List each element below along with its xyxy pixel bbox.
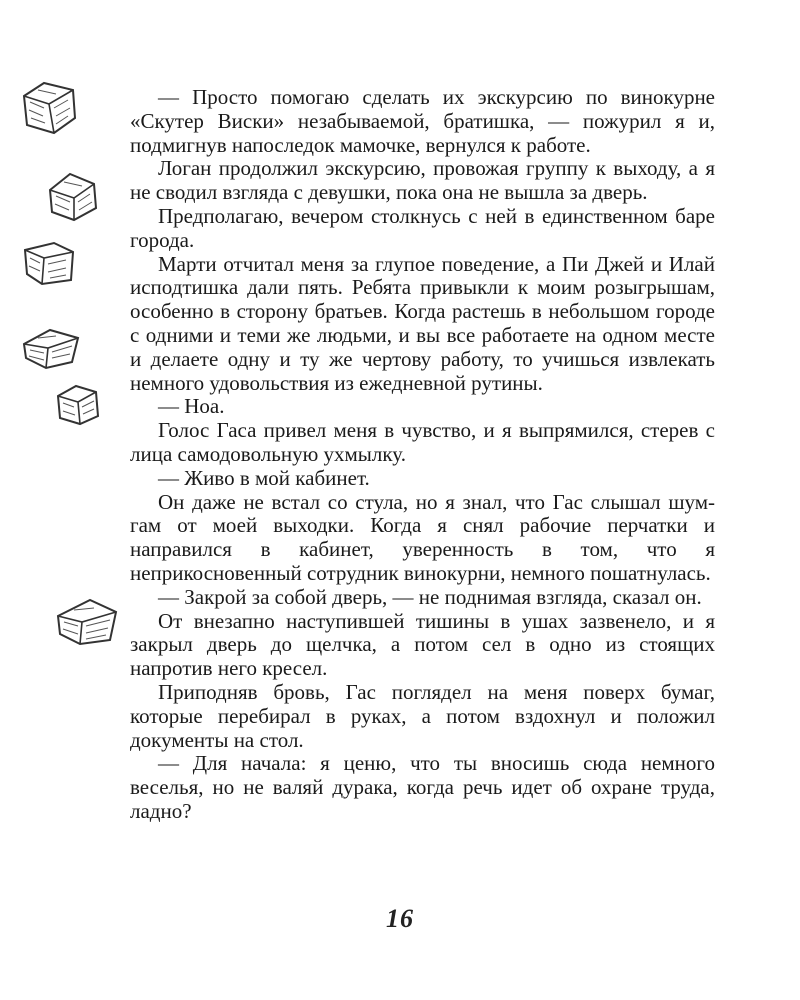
paragraph: — Живо в мой кабинет. — [158, 465, 370, 490]
paragraph: Приподняв бровь, Гас поглядел на меня поверх бумаг, которые перебирал в руках, а потом вздохнул и положил документы на стол. — [130, 679, 715, 752]
ice-cube-icon — [18, 78, 80, 138]
paragraph: Логан продолжил экскурсию, провожая группу к выходу, а я не сводил взгляда с девушки, пока она не вышла за дверь. — [130, 156, 715, 205]
paragraph: Он даже не встал со стула, но я знал, что Гас слышал шум-гам от моей выходки. Когда я снял рабочие перчатки и направился в кабинет, уверенность в том, что я неприкосновенный сотрудник винокурни, немного пошатнулась. — [130, 489, 715, 585]
ice-cube-icon — [52, 594, 122, 648]
paragraph: — Ноа. — [158, 394, 225, 419]
paragraph: — Просто помогаю сделать их экскурсию по винокурне «Скутер Виски» незабываемой, братишка, — пожурил я и, подмигнув напоследок мамочке, вернулся к работе. — [130, 85, 715, 157]
ice-cube-icon — [20, 324, 82, 372]
ice-cube-icon — [42, 168, 102, 224]
paragraph: Марти отчитал меня за глупое поведение, а Пи Джей и Илай исподтишка дали пять. Ребята привыкли к моим розыгрышам, особенно в сторону братьев. Когда растешь в небольшом городе с одними и теми же людьми, и вы все работаете на одном месте и делаете одну и ту же чертову работу, то учишься извлекать немного удовольствия из ежедневной рутины. — [130, 251, 715, 395]
ice-cube-icon — [20, 238, 78, 288]
paragraph: — Для начала: я ценю, что ты вносишь сюда немного веселья, но не валяй дурака, когда речь идет об охране труда, ладно? — [130, 751, 715, 823]
paragraph: Голос Гаса привел меня в чувство, и я выпрямился, стерев с лица самодовольную ухмылку. — [130, 418, 715, 466]
chapter-text — [130, 86, 715, 824]
paragraph: Предполагаю, вечером столкнусь с ней в единственном баре города. — [130, 203, 715, 252]
page-number: 16 — [386, 904, 414, 933]
paragraph: От внезапно наступившей тишины в ушах зазвенело, и я закрыл дверь до щелчка, а потом сел в одно из стоящих напротив него кресел. — [130, 608, 715, 681]
paragraph: — Закрой за собой дверь, — не поднимая взгляда, сказал он. — [158, 584, 702, 609]
ice-cube-icon — [52, 382, 102, 428]
